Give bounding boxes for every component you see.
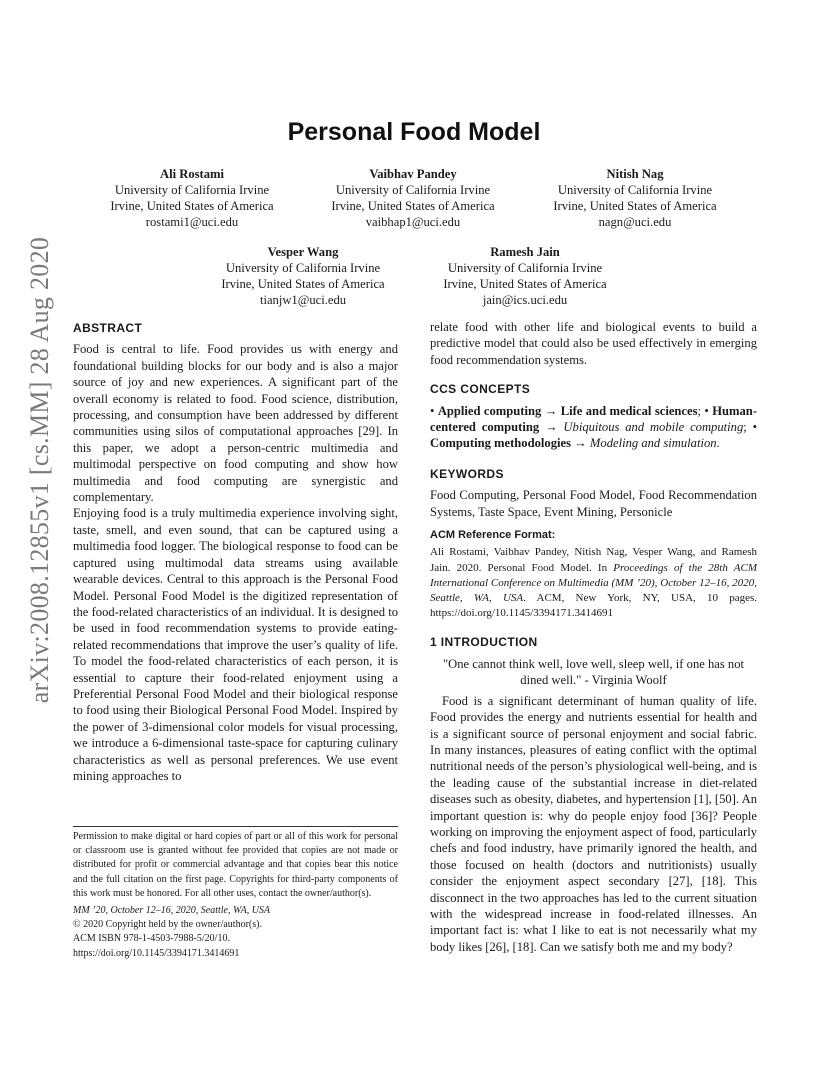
- author-block: [92, 166, 292, 230]
- abstract-paragraph: Enjoying food is a truly multimedia experience involving sight, taste, smell, and even sound, that can be captured using a multimedia food logger. The biological response to food can be captured using multimodal data streams using available wearable devices. Central to this approach is the Personal Food Model. Personal Food Model is the digitized representation of the food-related characteristics of an individual. It is designed to be used in food recommendation systems to provide eating-related recommendations that improve the user’s quality of life. To model the food-related characteristics of each person, it is essential to capture their food-related enjoyment using a Preferential Personal Food Model and their biological response to food using their Biological Personal Food Model. Inspired by the power of 3-dimensional color models for visual processing, we introduce a 6-dimensional taste-space for capturing culinary characteristics as well as personal preferences. We use event mining approaches to: [73, 506, 398, 783]
- arrow-icon: →: [544, 403, 558, 418]
- ccs-heading: CCS CONCEPTS: [430, 382, 531, 397]
- ccs-concept: Modeling and simulation: [589, 436, 717, 451]
- arrow-icon: →: [574, 436, 587, 451]
- acm-ref-suffix[interactable]: . ACM, New York, NY, USA, 10 pages. https://doi.org/10.1145/3394171.3414691: [430, 592, 758, 620]
- author-affiliation: University of California Irvine: [557, 183, 713, 197]
- author-name: Nitish Nag: [606, 167, 664, 181]
- keywords-text: Food Computing, Personal Food Model, Food Recommendation Systems, Taste Space, Event Mining, Personicle: [430, 488, 757, 519]
- footnote-divider: [73, 826, 398, 827]
- author-affiliation: University of California Irvine: [225, 261, 381, 275]
- author-affiliation: University of California Irvine: [447, 261, 603, 275]
- author-block: [203, 244, 403, 308]
- isbn-line: ACM ISBN 978-1-4503-7988-5/20/10.: [73, 933, 230, 945]
- copyright-footnote: [73, 826, 398, 961]
- ccs-concept: Applied computing: [437, 403, 542, 418]
- acm-ref-prefix: Ali Rostami, Vaibhav Pandey, Nitish Nag, Vesper Wang, and Ramesh Jain. 2020. Personal Food Model. In: [430, 546, 757, 574]
- epigraph-quote: "One cannot think well, love well, sleep well, if one has not dined well." - Virginia Woolf: [442, 656, 745, 688]
- venue-line: MM ’20, October 12–16, 2020, Seattle, WA, USA: [73, 905, 271, 917]
- keywords-heading: KEYWORDS: [430, 466, 504, 481]
- author-name: Ali Rostami: [159, 167, 224, 181]
- arxiv-identifier: arXiv:2008.12855v1 [cs.MM] 28 Aug 2020: [25, 236, 54, 704]
- ccs-concept: Life and medical sciences: [560, 403, 698, 418]
- abstract-heading: ABSTRACT: [73, 321, 143, 335]
- ccs-concept: Human-centered computing: [430, 403, 757, 435]
- intro-heading: 1 INTRODUCTION: [430, 635, 538, 650]
- author-email[interactable]: jain@ics.uci.edu: [482, 293, 568, 307]
- author-affiliation: University of California Irvine: [114, 183, 270, 197]
- abstract-paragraph: Food is central to life. Food provides us with energy and foundational building blocks for our body and is also a major source of joy and new experiences. A significant part of the overall economy is related to food. Food science, distribution, processing, and consumption have been addressed by different communities using silos of computational approaches [29]. In this paper, we adopt a person-centric multimedia and multimodal perspective on food computing and show how multimedia and food computing are synergistic and complementary.: [73, 342, 398, 505]
- arrow-icon: →: [544, 420, 558, 435]
- author-email[interactable]: nagn@uci.edu: [598, 215, 672, 229]
- author-email[interactable]: tianjw1@uci.edu: [259, 293, 347, 307]
- permission-notice: Permission to make digital or hard copies of part or all of this work for personal or classroom use is granted without fee provided that copies are not made or distributed for profit or commercial advantage and that copies bear this notice and the full citation on the first page. Copyrights for third-party components of this work must be honored. For all other uses, contact the owner/author(s).: [73, 831, 398, 899]
- left-column: [73, 320, 398, 784]
- author-name: Vesper Wang: [267, 245, 339, 259]
- author-email[interactable]: vaibhap1@uci.edu: [365, 215, 461, 229]
- author-name: Ramesh Jain: [490, 245, 560, 259]
- author-name: Vaibhav Pandey: [369, 167, 457, 181]
- author-block: [425, 244, 625, 308]
- intro-paragraph: Food is a significant determinant of human quality of life. Food provides the energy and nutrients essential for health and is a significant source of personal enjoyment and social fabric. In many instances, pleasures of eating conflict with the optimal nutritional needs of the person’s physiological well-being, and is the leading cause of the substantial increase in diet-related diseases such as obesity, diabetes, and hypertension [1], [50]. An important question is: why do people enjoy food [36]? People working on improving the enjoyment aspect of food, particularly chefs and food industry, have primarily ignored the health, and those focused on health (doctors and nutritionists) usually consider the enjoyment aspect secondary [27], [18]. This disconnect in the two approaches has led to the current situation with the widespread increase in food-related illnesses. An important fact is: what I like to eat is not necessarily what my body likes [26], [18]. Can we satisfy both me and my body?: [430, 693, 758, 954]
- author-block: [313, 166, 513, 230]
- abstract-paragraph-continued: relate food with other life and biological events to build a predictive model that could also be used effectively in emerging food recommendation systems.: [430, 320, 757, 367]
- author-block: [535, 166, 735, 230]
- author-location: Irvine, United States of America: [443, 277, 607, 291]
- acm-ref-heading: ACM Reference Format:: [430, 529, 556, 542]
- author-location: Irvine, United States of America: [221, 277, 385, 291]
- author-location: Irvine, United States of America: [553, 199, 717, 213]
- acm-ref-venue: Proceedings of the 28th ACM International Conference on Multimedia (MM ’20), October 12–16, 2020, Seattle, WA, USA: [430, 561, 757, 605]
- ccs-concept: Ubiquitous and mobile computing: [563, 420, 744, 435]
- author-email[interactable]: rostami1@uci.edu: [145, 215, 239, 229]
- author-affiliation: University of California Irvine: [335, 183, 491, 197]
- author-location: Irvine, United States of America: [110, 199, 274, 213]
- ccs-concept: Computing methodologies: [430, 436, 571, 451]
- acm-reference: [430, 545, 757, 621]
- copyright-line: © 2020 Copyright held by the owner/author(s).: [73, 919, 262, 931]
- paper-title: Personal Food Model: [287, 118, 541, 146]
- author-location: Irvine, United States of America: [331, 199, 495, 213]
- doi-link[interactable]: https://doi.org/10.1145/3394171.3414691: [73, 947, 240, 959]
- arxiv-stamp: [20, 236, 60, 704]
- right-column: [430, 319, 757, 955]
- ccs-concepts: • Applied computing → Life and medical sciences; • Human-centered computing → Ubiquitous and mobile computing; • Computing methodologies → Modeling and simulation.: [430, 403, 757, 451]
